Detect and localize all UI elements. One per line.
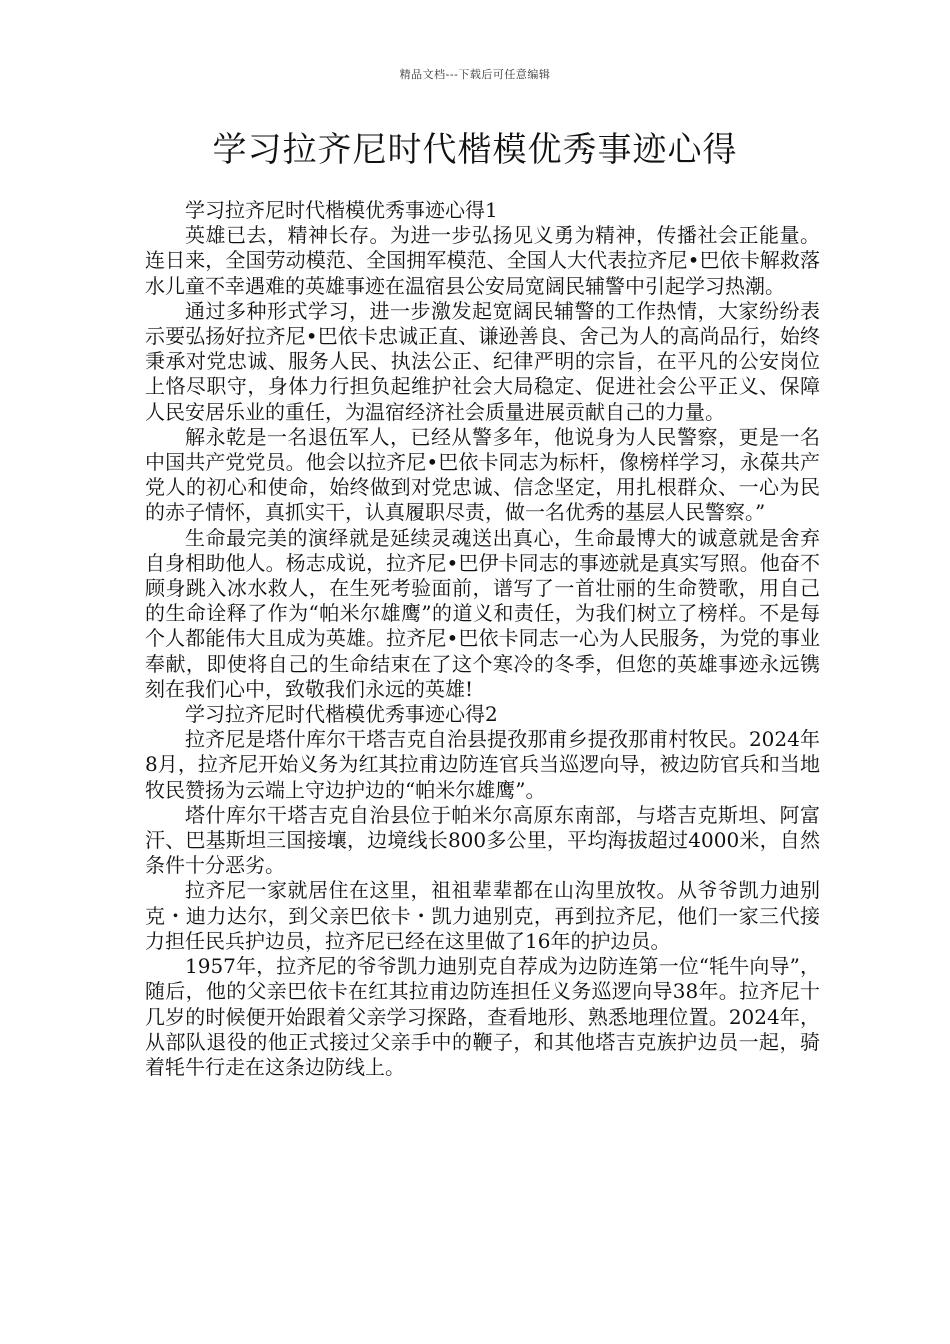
paragraph: 拉齐尼是塔什库尔干塔吉克自治县提孜那甫乡提孜那甫村牧民。2024年8月，拉齐尼开始义务为红其拉甫边防连官兵当巡逻向导，被边防官兵和当地牧民赞扬为云端上守边护边的“帕米尔雄鹰”。 (145, 727, 820, 802)
section-heading-1: 学习拉齐尼时代楷模优秀事迹心得1 (185, 198, 498, 222)
header-note: 精品文档---下载后可任意编辑 (399, 68, 551, 81)
paragraph: 拉齐尼一家就居住在这里，祖祖辈辈都在山沟里放牧。从爷爷凯力迪别克・迪力达尔，到父亲巴依卡・凯力迪别克，再到拉齐尼，他们一家三代接力担任民兵护边员，拉齐尼已经在这里做了16年的护边员。 (145, 878, 820, 953)
paragraph: 解永乾是一名退伍军人，已经从警多年，他说身为人民警察，更是一名中国共产党党员。他会以拉齐尼•巴依卡同志为标杆，像榜样学习，永葆共产党人的初心和使命，始终做到对党忠诚、信念坚定，用扎根群众、一心为民的赤子情怀，真抓实干，认真履职尽责，做一名优秀的基层人民警察。” (145, 424, 820, 525)
document-title: 学习拉齐尼时代楷模优秀事迹心得 (212, 130, 738, 170)
paragraph: 通过多种形式学习，进一步激发起宽阔民辅警的工作热情，大家纷纷表示要弘扬好拉齐尼•巴依卡忠诚正直、谦逊善良、舍己为人的高尚品行，始终秉承对党忠诚、服务人民、执法公正、纪律严明的宗旨，在平凡的公安岗位上恪尽职守，身体力行担负起维护社会大局稳定、促进社会公平正义、保障人民安居乐业的重任，为温宿经济社会质量进展贡献自己的力量。 (145, 298, 820, 424)
paragraph: 1957年，拉齐尼的爷爷凯力迪别克自荐成为边防连第一位“牦牛向导”，随后，他的父亲巴依卡在红其拉甫边防连担任义务巡逻向导38年。拉齐尼十几岁的时候便开始跟着父亲学习探路，查看地形、熟悉地理位置。2024年，从部队退役的他正式接过父亲手中的鞭子，和其他塔吉克族护边员一起，骑着牦牛行走在这条边防线上。 (145, 954, 820, 1079)
paragraph: 生命最完美的演绎就是延续灵魂送出真心，生命最博大的诚意就是舍弃自身相助他人。杨志成说，拉齐尼•巴伊卡同志的事迹就是真实写照。他奋不顾身跳入冰水救人，在生死考验面前，谱写了一首壮丽的生命赞歌，用自己的生命诠释了作为“帕米尔雄鹰”的道义和责任，为我们树立了榜样。不是每个人都能伟大且成为英雄。拉齐尼•巴依卡同志一心为人民服务，为党的事业奉献，即使将自己的生命结束在了这个寒冷的冬季，但您的英雄事迹永远镌刻在我们心中，致敬我们永远的英雄! (145, 525, 820, 701)
paragraph: 塔什库尔干塔吉克自治县位于帕米尔高原东南部，与塔吉克斯坦、阿富汗、巴基斯坦三国接壤，边境线长800多公里，平均海拔超过4000米，自然条件十分恶劣。 (145, 802, 820, 878)
document-body (145, 198, 820, 1080)
paragraph: 英雄已去，精神长存。为进一步弘扬见义勇为精神，传播社会正能量。连日来，全国劳动模范、全国拥军模范、全国人大代表拉齐尼•巴依卡解救落水儿童不幸遇难的英雄事迹在温宿县公安局宽阔民辅警中引起学习热潮。 (145, 223, 820, 298)
section-heading-2: 学习拉齐尼时代楷模优秀事迹心得2 (185, 702, 498, 727)
